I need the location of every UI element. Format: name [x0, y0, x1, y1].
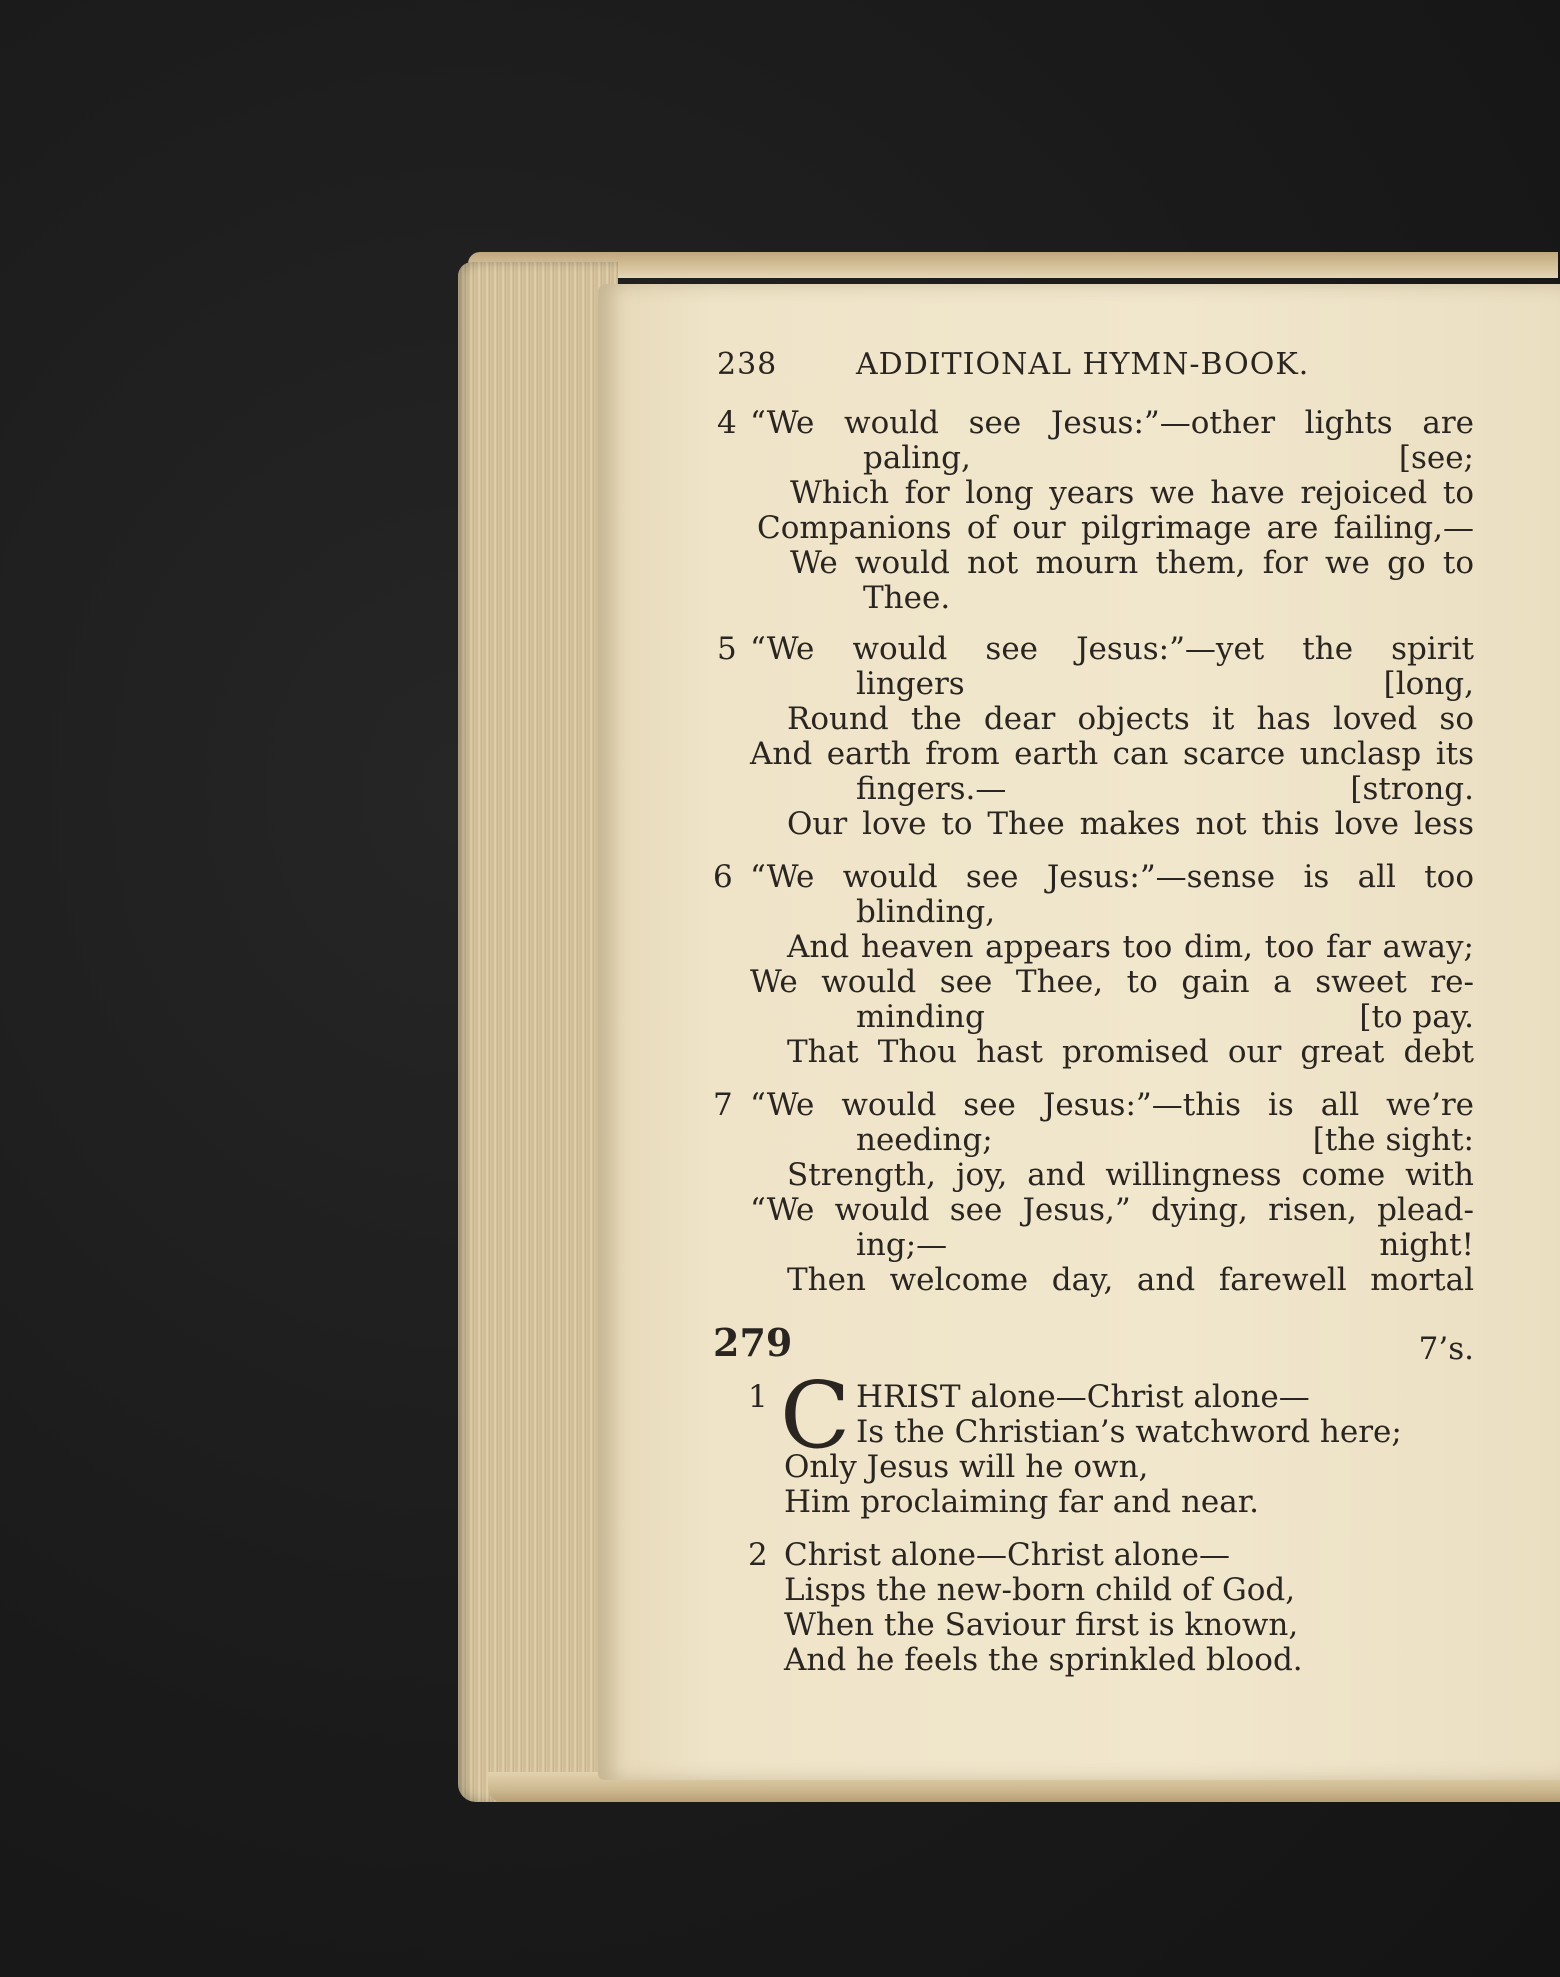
- verse-line: That Thou hast promised our great debt: [787, 1034, 1474, 1070]
- drop-cap: C: [780, 1362, 851, 1469]
- verse-line: And earth from earth can scarce unclasp its: [750, 736, 1474, 772]
- verse-line: Lisps the new-born child of God,: [784, 1572, 1296, 1608]
- verse-line: Is the Christian’s watchword here;: [856, 1414, 1402, 1450]
- verse-number: 6: [713, 859, 733, 895]
- verse-number: 7: [713, 1087, 733, 1123]
- verse-line: Him proclaiming far and near.: [784, 1484, 1260, 1520]
- verse-line: HRIST alone—Christ alone—: [856, 1379, 1310, 1415]
- verse-line: “We would see Jesus:”—this is all we’re: [750, 1087, 1474, 1123]
- verse-line: Companions of our pilgrimage are failing,—: [757, 510, 1474, 546]
- verse-number: 1: [748, 1379, 768, 1415]
- verse-line: Only Jesus will he own,: [784, 1449, 1149, 1485]
- verse-line: Round the dear objects it has loved so: [787, 701, 1474, 737]
- verse-line: When the Saviour first is known,: [784, 1607, 1299, 1643]
- hymn-number: 279: [713, 1320, 793, 1365]
- verse-line: “We would see Jesus,” dying, risen, plead-: [750, 1192, 1474, 1228]
- verse-line: Christ alone—Christ alone—: [784, 1537, 1231, 1573]
- verse-line: Then welcome day, and farewell mortal: [787, 1262, 1474, 1298]
- page-number: 238: [717, 347, 778, 382]
- verse-line: “We would see Jesus:”—other lights are: [750, 405, 1474, 441]
- verse-line: blinding,: [856, 894, 996, 930]
- verse-line: night!: [1379, 1227, 1474, 1263]
- verse-line: Which for long years we have rejoiced to: [790, 475, 1474, 511]
- hymn-meter: 7’s.: [1418, 1331, 1474, 1367]
- verse-line: minding: [856, 999, 985, 1035]
- verse-line: [the sight:: [1312, 1122, 1474, 1158]
- verse-line: needing;: [856, 1122, 993, 1158]
- verse-line: fingers.—: [856, 771, 1007, 807]
- verse-line: We would not mourn them, for we go to: [790, 545, 1474, 581]
- verse-line: “We would see Jesus:”—yet the spirit: [750, 631, 1474, 667]
- verse-line: [see;: [1398, 440, 1474, 476]
- verse-number: 4: [717, 405, 737, 441]
- verse-line: And he feels the sprinkled blood.: [784, 1642, 1303, 1678]
- verse-line: [strong.: [1350, 771, 1474, 807]
- verse-line: We would see Thee, to gain a sweet re-: [750, 964, 1474, 1000]
- verse-number: 5: [717, 631, 737, 667]
- verse-line: paling,: [863, 440, 971, 476]
- verse-line: “We would see Jesus:”—sense is all too: [750, 859, 1474, 895]
- verse-line: [to pay.: [1359, 999, 1474, 1035]
- verse-line: Strength, joy, and willingness come with: [787, 1157, 1474, 1193]
- verse-number: 2: [748, 1537, 768, 1573]
- verse-line: ing;—: [856, 1227, 948, 1263]
- verse-line: Our love to Thee makes not this love less: [787, 806, 1474, 842]
- verse-line: Thee.: [863, 580, 951, 616]
- verse-line: lingers: [856, 666, 965, 702]
- verse-line: [long,: [1383, 666, 1474, 702]
- running-title: ADDITIONAL HYMN-BOOK.: [856, 347, 1310, 382]
- verse-line: And heaven appears too dim, too far away;: [787, 929, 1474, 965]
